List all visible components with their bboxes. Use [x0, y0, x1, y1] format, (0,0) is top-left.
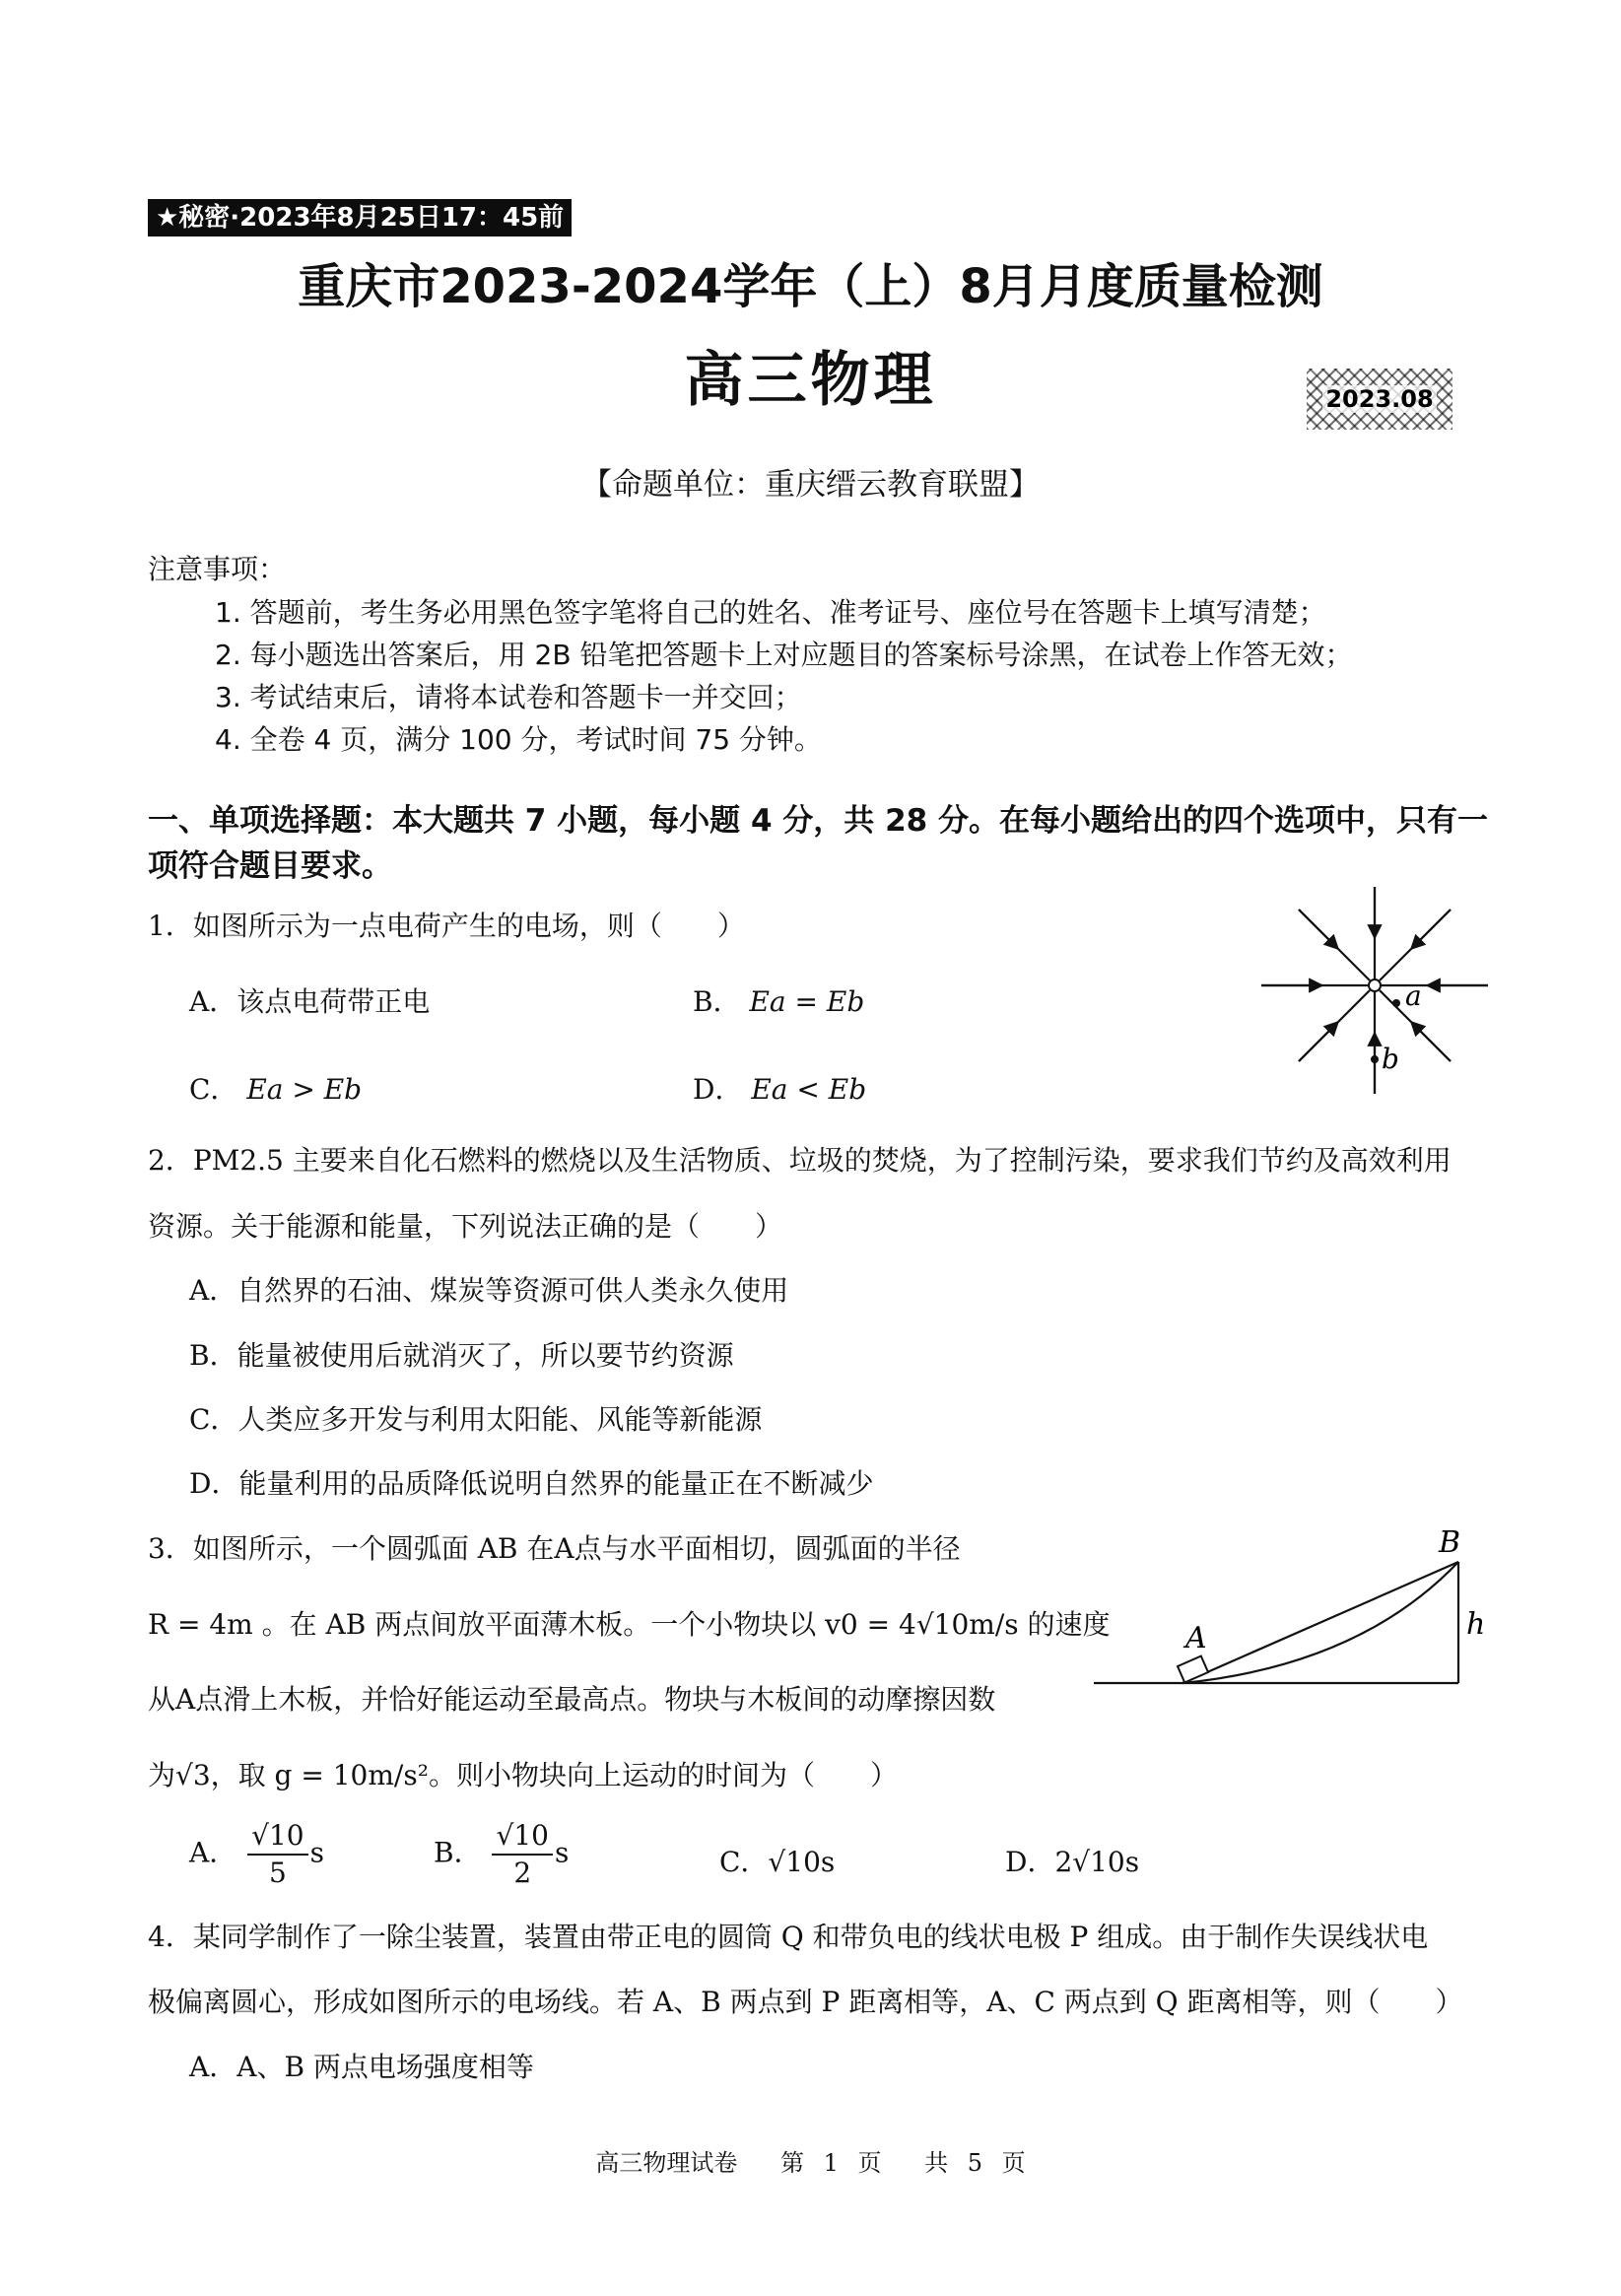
section-heading: 一、单项选择题：本大题共 7 小题，每小题 4 分，共 28 分。在每小题给出的四个选项中，只有一项符合题目要求。 — [148, 803, 1489, 884]
question-1-option-c — [189, 1068, 362, 1108]
date-stamp — [1307, 369, 1452, 430]
option-label: B． — [693, 985, 741, 1018]
subject-title: 高三物理 — [684, 346, 937, 415]
confidential-tag: ★秘密·2023年8月25日17：45前 — [148, 199, 572, 236]
board-line — [1182, 1562, 1458, 1683]
fraction-numerator: √10 — [247, 1818, 307, 1856]
question-2-stem-line-2: 资源。关于能源和能量，下列说法正确的是（ ） — [148, 1210, 783, 1243]
question-3-line-2: R = 4m 。在 AB 两点间放平面薄木板。一个小物块以 v0 = 4√10m/s 的速度 — [148, 1608, 1111, 1641]
unit: s — [309, 1836, 324, 1869]
question-3-option-b — [434, 1818, 569, 1891]
point-b-label: b — [1382, 1043, 1399, 1075]
question-2-option-a: A．自然界的石油、煤炭等资源可供人类永久使用 — [189, 1274, 789, 1307]
note-item: 4. 全卷 4 页，满分 100 分，考试时间 75 分钟。 — [215, 723, 822, 756]
question-3-line-3: 从A点滑上木板，并恰好能运动至最高点。物块与木板间的动摩擦因数 — [148, 1683, 996, 1716]
fraction-denominator: 5 — [268, 1857, 287, 1889]
math-expression: Ea = Eb — [749, 985, 865, 1018]
figure-arc-incline — [1084, 1522, 1498, 1695]
unit: s — [554, 1836, 570, 1869]
fraction-numerator: √10 — [492, 1818, 552, 1856]
question-4-stem-line-2: 极偏离圆心，形成如图所示的电场线。若 A、B 两点到 P 距离相等，A、C 两点到 Q 距离相等，则（ ） — [148, 1986, 1463, 2018]
question-3-option-d: D．2√10s — [1005, 1846, 1140, 1878]
point-a-label: a — [1405, 979, 1422, 1012]
point-b-label: B — [1439, 1525, 1461, 1560]
page-footer: 高三物理试卷 第 1 页 共 5 页 — [595, 2149, 1026, 2177]
question-1-option-b — [693, 980, 864, 1020]
question-2-option-b: B．能量被使用后就消灭了，所以要节约资源 — [189, 1339, 734, 1372]
option-label: A． — [189, 1836, 237, 1869]
note-item: 2. 每小题选出答案后，用 2B 铅笔把答题卡上对应题目的答案标号涂黑，在试卷上作答无效； — [215, 639, 1353, 671]
question-3-option-a — [189, 1818, 324, 1891]
point-a-dot — [1392, 999, 1400, 1007]
exam-title: 重庆市2023-2024学年（上）8月月度质量检测 — [298, 259, 1323, 314]
notes-title: 注意事项： — [148, 553, 287, 585]
question-1-option-d — [693, 1068, 866, 1108]
figure-point-charge-field — [1251, 877, 1498, 1104]
point-a-label: A — [1185, 1621, 1207, 1655]
question-4-option-a: A．A、B 两点电场强度相等 — [189, 2051, 534, 2083]
question-3-line-1: 3．如图所示，一个圆弧面 AB 在A点与水平面相切，圆弧面的半径 — [148, 1532, 961, 1565]
author-unit: 【命题单位：重庆缙云教育联盟】 — [581, 467, 1040, 503]
question-2-stem-line-1: 2．PM2.5 主要来自化石燃料的燃烧以及生活物质、垃圾的焚烧，为了控制污染，要求我们节约及高效利用 — [148, 1144, 1452, 1177]
question-1-option-a: A．该点电荷带正电 — [189, 985, 431, 1018]
option-label: D． — [693, 1073, 743, 1106]
note-item: 3. 考试结束后，请将本试卷和答题卡一并交回； — [215, 681, 802, 713]
question-1-stem: 1．如图所示为一点电荷产生的电场，则（ ） — [148, 910, 745, 942]
question-4-stem-line-1: 4．某同学制作了一除尘装置，装置由带正电的圆筒 Q 和带负电的线状电极 P 组成。由于制作失误线状电 — [148, 1921, 1429, 1953]
math-expression: Ea < Eb — [751, 1073, 867, 1106]
fraction-denominator: 2 — [513, 1857, 532, 1889]
math-expression: Ea > Eb — [246, 1073, 363, 1106]
question-2-option-d: D．能量利用的品质降低说明自然界的能量正在不断减少 — [189, 1467, 874, 1500]
fraction — [492, 1818, 552, 1891]
point-charge-icon — [1369, 979, 1381, 991]
question-3-option-c: C．√10s — [719, 1846, 836, 1878]
question-2-option-c: C．人类应多开发与利用太阳能、风能等新能源 — [189, 1403, 763, 1436]
block-icon — [1178, 1656, 1208, 1683]
date-stamp-text: 2023.08 — [1322, 385, 1436, 413]
option-label: B． — [434, 1836, 482, 1869]
option-label: C． — [189, 1073, 238, 1106]
point-b-dot — [1371, 1055, 1379, 1063]
height-label: h — [1466, 1607, 1486, 1642]
fraction — [247, 1818, 307, 1891]
question-3-line-4: 为√3，取 g = 10m/s²。则小物块向上运动的时间为（ ） — [148, 1759, 898, 1791]
note-item: 1. 答题前，考生务必用黑色签字笔将自己的姓名、准考证号、座位号在答题卡上填写清楚； — [215, 596, 1326, 629]
